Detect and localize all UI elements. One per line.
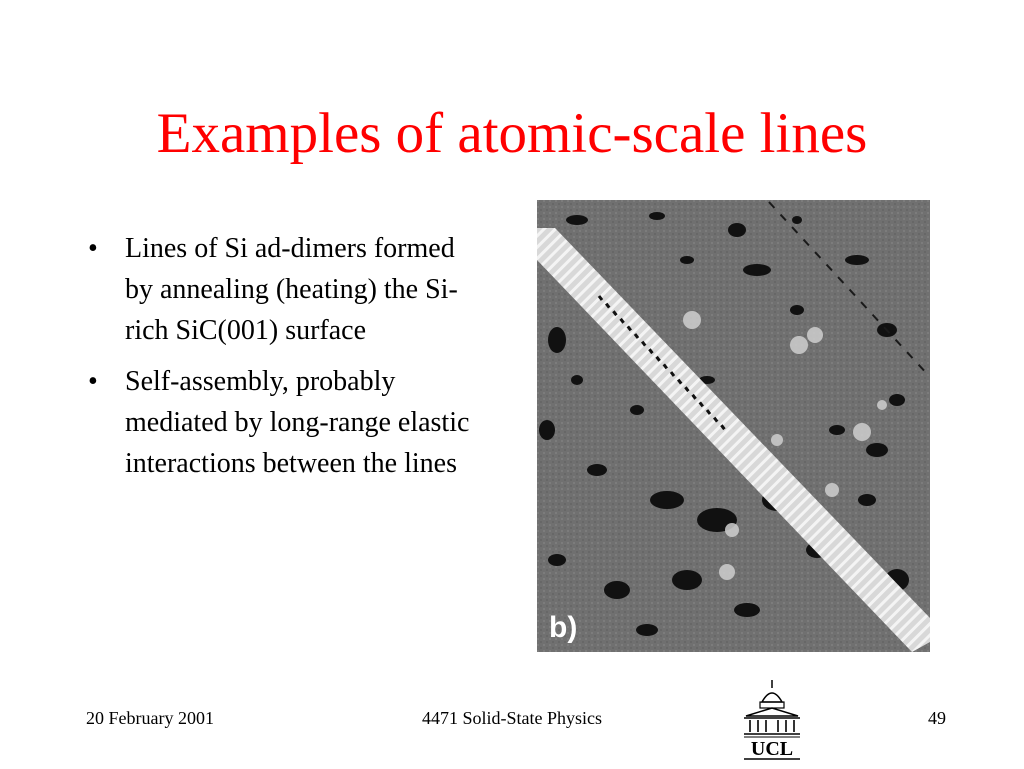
footer-course: 4471 Solid-State Physics	[421, 708, 602, 728]
stm-micrograph-image	[537, 200, 930, 652]
bullet-item	[88, 228, 478, 351]
bullet-text: Lines of Si ad-dimers formed by annealing (heating) the Si-rich SiC(001) surface	[125, 233, 458, 346]
footer-date: 20 February 2001	[86, 708, 214, 728]
ucl-logo-icon	[736, 678, 808, 764]
bullet-item	[88, 361, 478, 484]
bullet-text: Self-assembly, probably mediated by long-range elastic interactions between the lines	[125, 366, 470, 479]
footer-page-number: 49	[928, 708, 946, 728]
logo-text: UCL	[750, 738, 794, 760]
bullet-marker: •	[88, 366, 98, 397]
bullet-marker: •	[88, 233, 98, 264]
image-panel-label: b)	[549, 611, 578, 644]
slide-title: Examples of atomic-scale lines	[156, 102, 868, 165]
bullet-list	[88, 228, 478, 494]
